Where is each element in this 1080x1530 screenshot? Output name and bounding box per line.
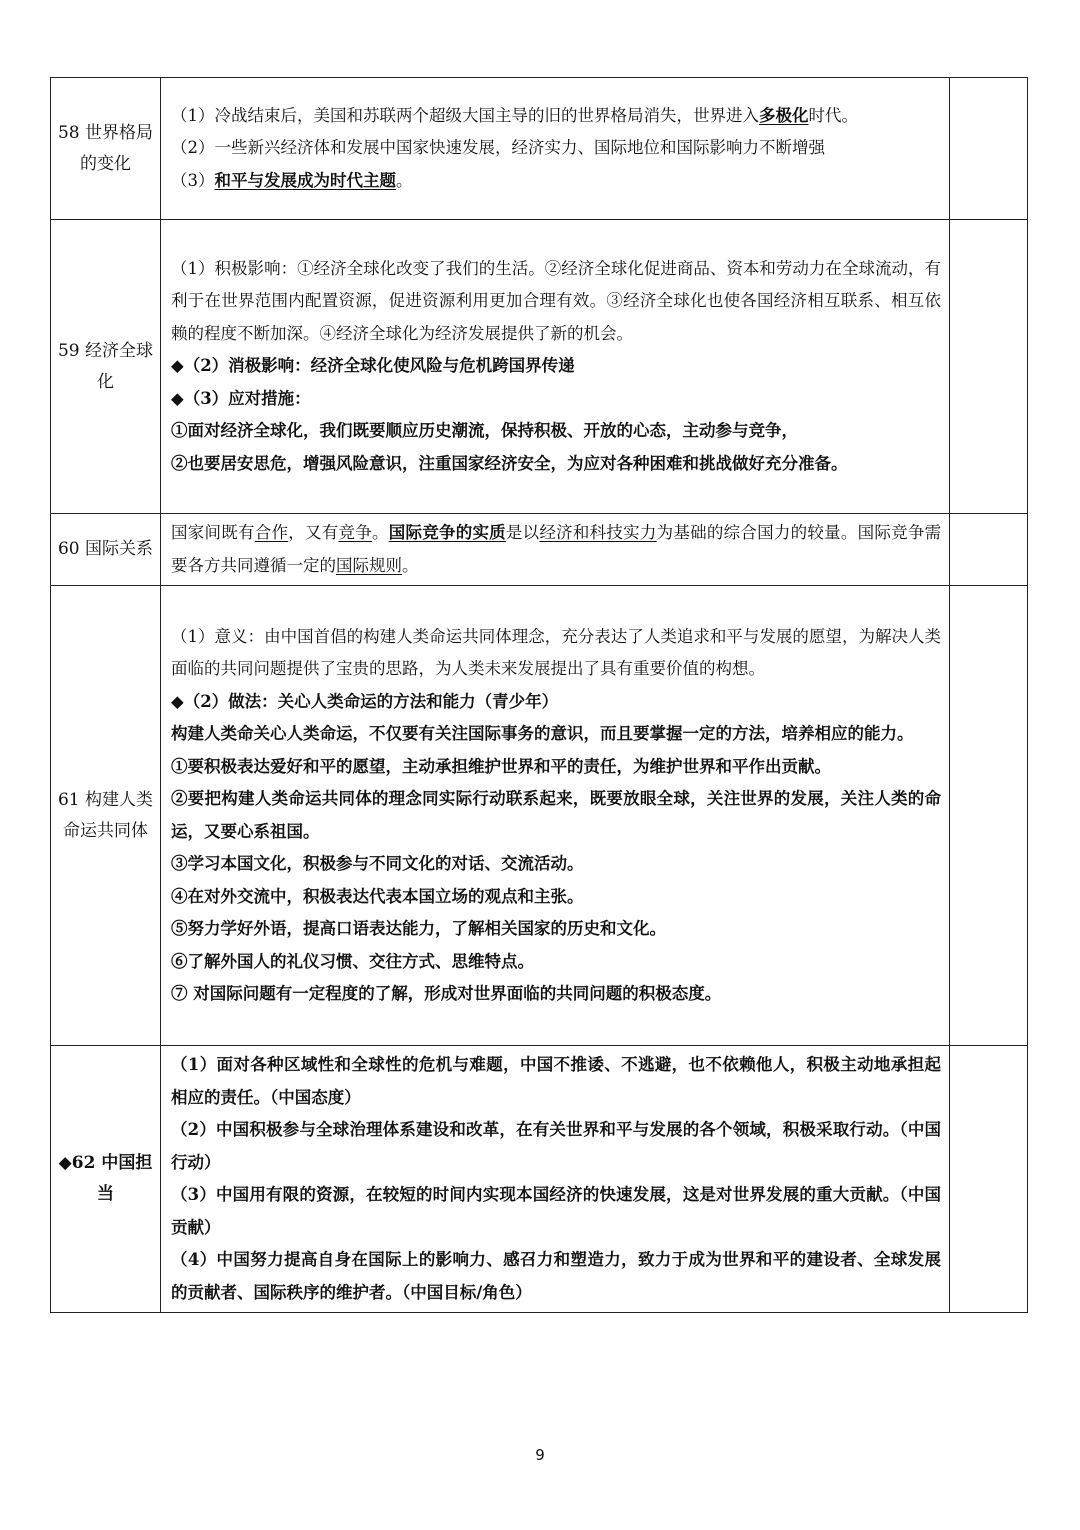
content-line: （1）冷战结束后，美国和苏联两个超级大国主导的旧的世界格局消失，世界进入多极化时代。 [171,105,858,125]
table-row [51,78,1028,220]
content-line: ②要把构建人类命运共同体的理念同实际行动联系起来，既要放眼全球，关注世界的发展，关注人类的命运，又要心系祖国。 [171,789,941,841]
content-cell [161,586,950,1046]
content-line: （2）中国积极参与全球治理体系建设和改革，在有关世界和平与发展的各个领域，积极采取行动。（中国行动） [171,1120,941,1172]
table-row [51,220,1028,514]
topic-cell: 59 经济全球化 [51,220,161,514]
knowledge-table [50,77,1028,1313]
content-line: ⑤努力学好外语，提高口语表达能力，了解相关国家的历史和文化。 [171,919,666,938]
content-cell [161,514,950,586]
key-term: 竞争 [338,523,372,542]
content-line: （1）积极影响：①经济全球化改变了我们的生活。②经济全球化促进商品、资本和劳动力在全球流动，有利于在世界范围内配置资源，促进资源利用更加合理有效。③经济全球化也使各国经济相互联系、相互依赖的程度不断加深。④经济全球化为经济发展提供了新的机会。 [171,258,941,343]
content-cell [161,78,950,220]
key-term: 多极化 [759,105,809,125]
content-cell [161,1046,950,1313]
notes-cell [950,1046,1028,1313]
topic-cell: 58 世界格局的变化 [51,78,161,220]
topic-cell: ◆62 中国担当 [51,1046,161,1313]
content-line: ①面对经济全球化，我们既要顺应历史潮流，保持积极、开放的心态，主动参与竞争， [171,421,798,441]
content-line: （2）一些新兴经济体和发展中国家快速发展，经济实力、国际地位和国际影响力不断增强 [171,138,825,158]
key-term: 经济和科技实力 [539,523,657,542]
key-term: 和平与发展成为时代主题 [214,170,396,190]
key-term: 国际规则 [336,555,402,575]
notes-cell [950,78,1028,220]
notes-cell [950,220,1028,514]
content-line: （1）意义：由中国首倡的构建人类命运共同体理念，充分表达了人类追求和平与发展的愿望，为解决人类面临的共同问题提供了宝贵的思路，为人类未来发展提出了具有重要价值的构想。 [171,626,941,678]
content-line: ④在对外交流中，积极表达代表本国立场的观点和主张。 [171,886,584,906]
topic-cell: 61 构建人类命运共同体 [51,586,161,1046]
content-line: （4）中国努力提高自身在国际上的影响力、感召力和塑造力，致力于成为世界和平的建设者、全球发展的贡献者、国际秩序的维护者。（中国目标/角色） [171,1250,941,1302]
content-line: ◆（2）做法：关心人类命运的方法和能力（青少年） [171,691,559,711]
content-line: 国家间既有合作，又有竞争。国际竞争的实质是以经济和科技实力为基础的综合国力的较量。国际竞争需要各方共同遵循一定的国际规则。 [171,523,942,575]
key-term: 国际竞争的实质 [388,523,506,542]
table-row [51,514,1028,586]
content-line: ◆（2）消极影响：经济全球化使风险与危机跨国界传递 [171,356,575,376]
content-line: ②也要居安思危，增强风险意识，注重国家经济安全，为应对各种困难和挑战做好充分准备。 [171,453,848,473]
table-row [51,1046,1028,1313]
content-line: （1）面对各种区域性和全球性的危机与难题，中国不推诿、不逃避，也不依赖他人，积极主动地承担起相应的责任。（中国态度） [171,1055,941,1107]
page-number: 9 [535,1446,545,1464]
content-line: （3）中国用有限的资源，在较短的时间内实现本国经济的快速发展，这是对世界发展的重大贡献。（中国贡献） [171,1185,941,1237]
notes-cell [950,586,1028,1046]
notes-cell [950,514,1028,586]
content-cell [161,220,950,514]
key-term: 合作 [254,523,289,542]
table-row [51,586,1028,1046]
topic-cell: 60 国际关系 [51,514,161,586]
content-line: ①要积极表达爱好和平的愿望，主动承担维护世界和平的责任，为维护世界和平作出贡献。 [171,756,831,776]
content-line: ⑥了解外国人的礼仪习惯、交往方式、思维特点。 [171,951,534,971]
content-line: ◆（3）应对措施： [171,388,311,408]
content-line: （3）和平与发展成为时代主题。 [171,170,413,190]
content-line: ③学习本国文化，积极参与不同文化的对话、交流活动。 [171,854,584,873]
content-line: 构建人类命关心人类命运，不仅要有关注国际事务的意识，而且要掌握一定的方法，培养相应的能力。 [171,724,914,743]
content-line: ⑦ 对国际问题有一定程度的了解，形成对世界面临的共同问题的积极态度。 [171,984,722,1003]
